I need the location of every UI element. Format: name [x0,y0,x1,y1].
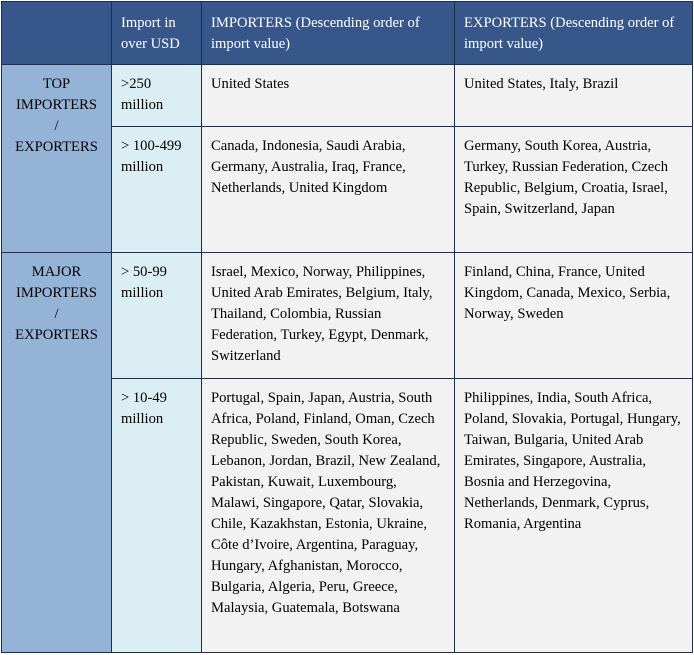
exporters-cell: United States, Italy, Brazil [455,65,693,127]
table-row [2,253,693,379]
group-major: MAJOR IMPORTERS / EXPORTERS [2,253,112,653]
exporters-cell: Germany, South Korea, Austria, Turkey, Russian Federation, Czech Republic, Belgium, Croatia, Israel, Spain, Switzerland, Japan [455,127,693,253]
importers-cell: Israel, Mexico, Norway, Philippines, United Arab Emirates, Belgium, Italy, Thailand, Colombia, Russian Federation, Turkey, Egypt, Denmark, Switzerland [202,253,455,379]
range-cell: > 50-99 million [112,253,202,379]
corner-cell [2,2,112,65]
range-cell: > 10-49 million [112,379,202,653]
range-cell: >250 million [112,65,202,127]
group-top: TOP IMPORTERS / EXPORTERS [2,65,112,253]
importers-cell: Canada, Indonesia, Saudi Arabia, Germany, Australia, Iraq, France, Netherlands, United Kingdom [202,127,455,253]
exporters-cell: Philippines, India, South Africa, Poland, Slovakia, Portugal, Hungary, Taiwan, Bulgaria, United Arab Emirates, Singapore, Australia, Bosnia and Herzegovina, Netherlands, Denmark, Cyprus, Romania, Argentina [455,379,693,653]
importers-cell: Portugal, Spain, Japan, Austria, South Africa, Poland, Finland, Oman, Czech Republic, Sweden, South Korea, Lebanon, Jordan, Brazil, New Zealand, Pakistan, Kuwait, Luxembourg, Malawi, Singapore, Qatar, Slovakia, Chile, Kazakhstan, Estonia, Ukraine, Côte d’Ivoire, Argentina, Paraguay, Hungary, Afghanistan, Morocco, Bulgaria, Algeria, Peru, Greece, Malaysia, Guatemala, Botswana [202,379,455,653]
header-import-value: Import in over USD [112,2,202,65]
header-importers: IMPORTERS (Descending order of import value) [202,2,455,65]
trade-table [1,1,693,653]
header-exporters: EXPORTERS (Descending order of import value) [455,2,693,65]
importers-cell: United States [202,65,455,127]
exporters-cell: Finland, China, France, United Kingdom, Canada, Mexico, Serbia, Norway, Sweden [455,253,693,379]
table-row [2,65,693,127]
range-cell: > 100-499 million [112,127,202,253]
header-row [2,2,693,65]
